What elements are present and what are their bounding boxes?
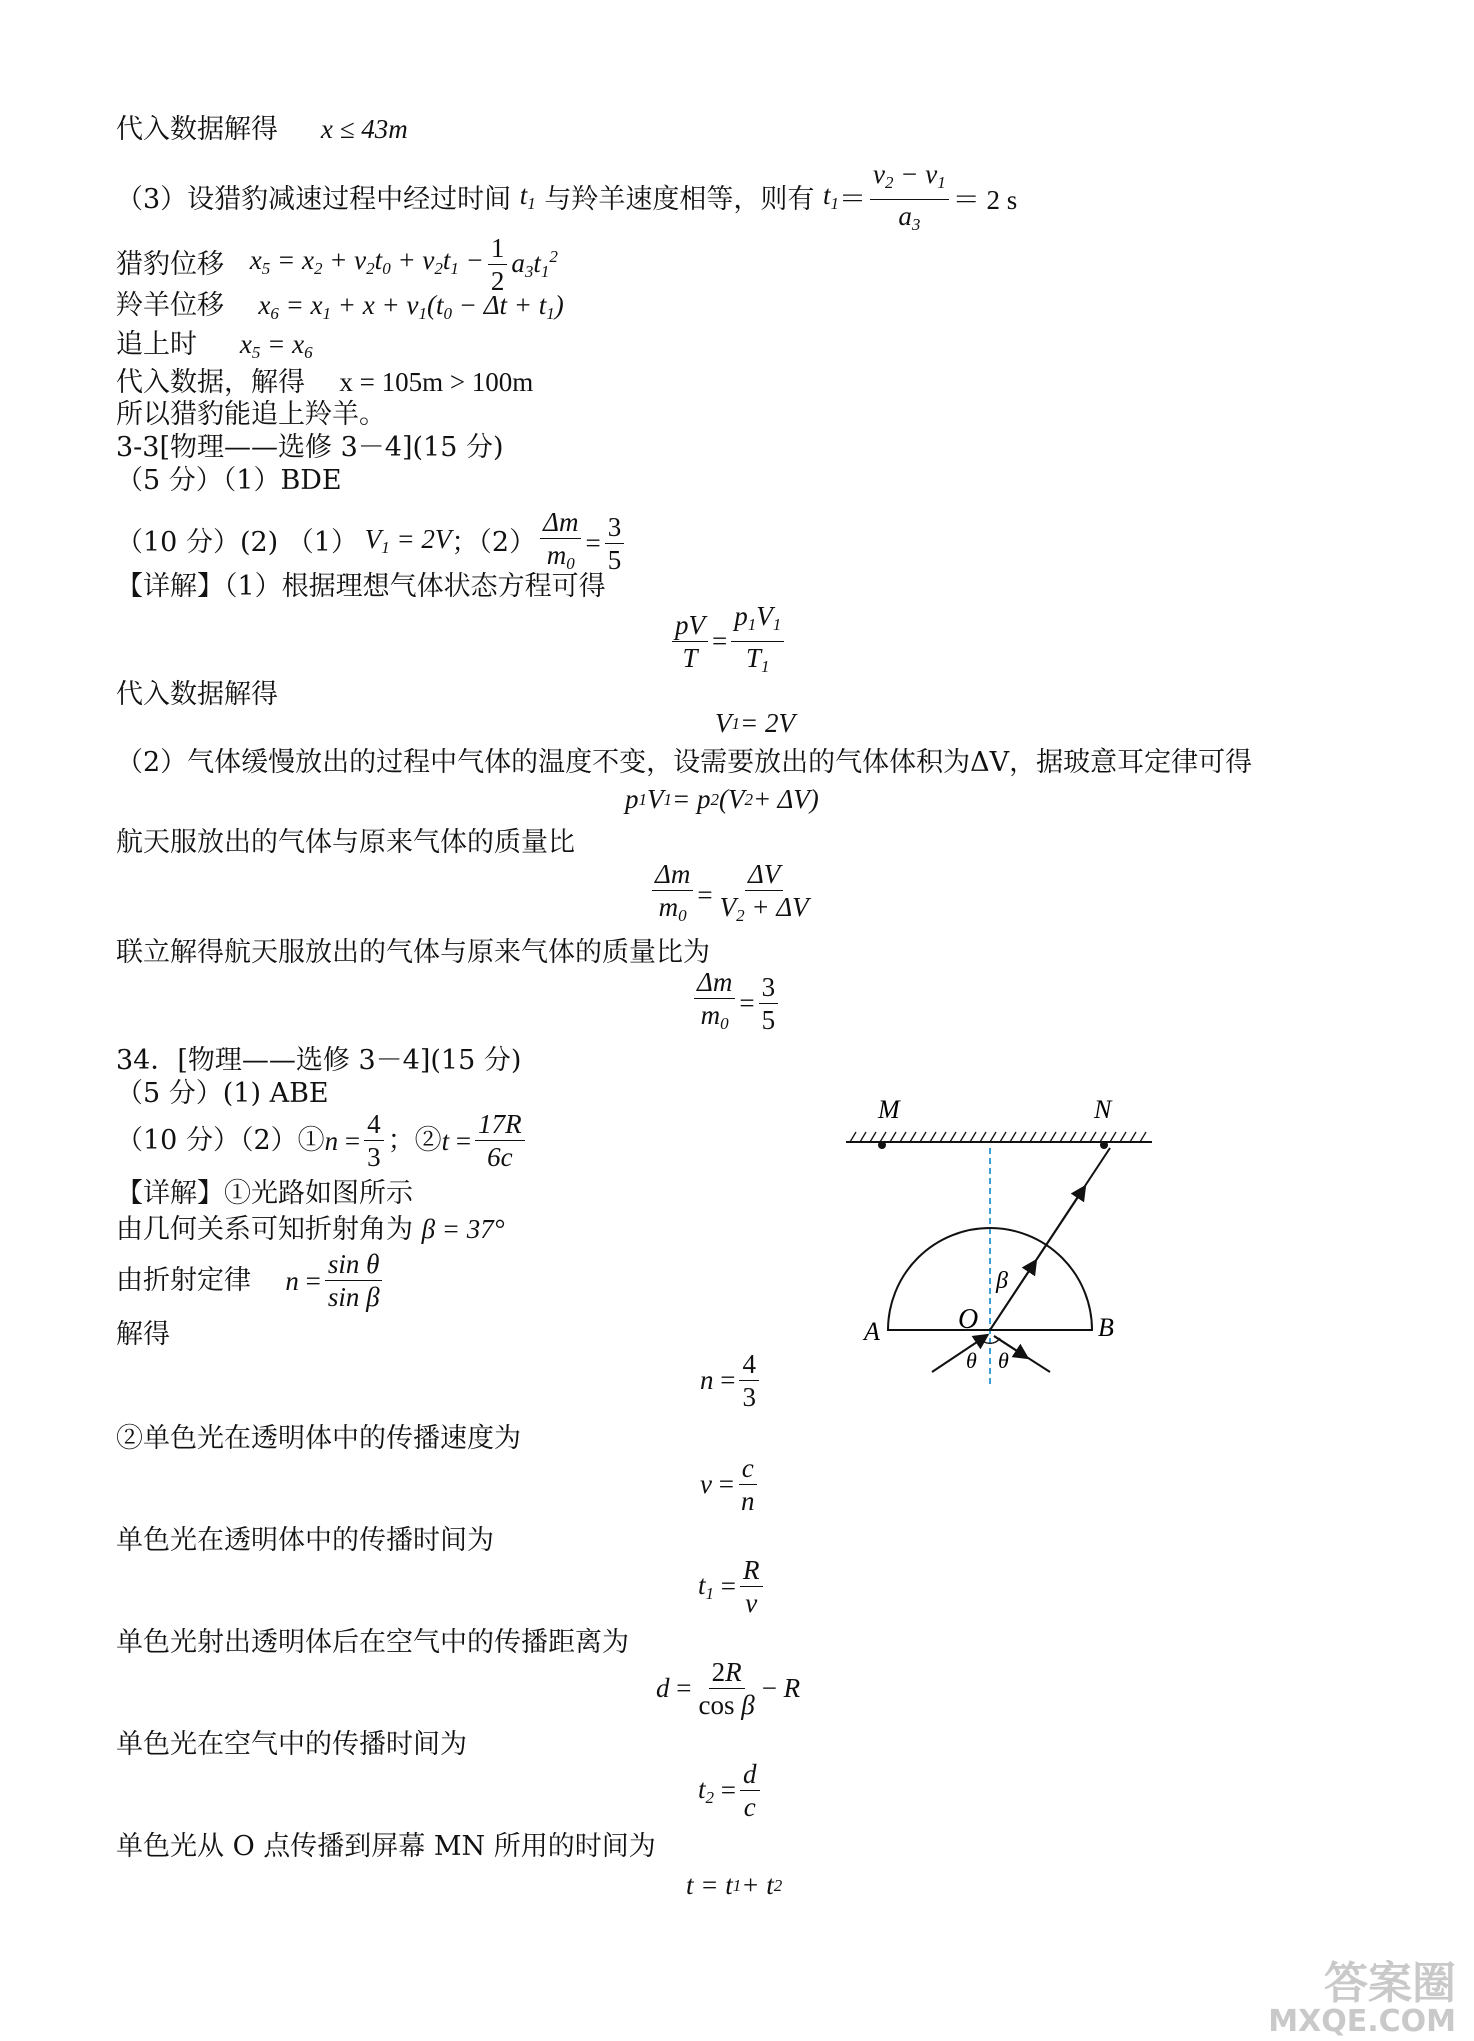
answer-line: （5 分）（1）BDE (116, 465, 342, 496)
math: x = 105m > 100m (339, 367, 534, 397)
equation: $\frac{pV}{T}$ = $\frac{p_1V_1}{T_1}$ (668, 600, 788, 683)
text-line: 单色光从 O 点传播到屏幕 MN 所用的时间为 (116, 1831, 656, 1862)
text: 代入数据，解得 (116, 367, 305, 398)
text-line: ②单色光在透明体中的传播速度为 (116, 1423, 521, 1454)
text-line: （3）设猎豹减速过程中经过时间 $t_1$ 与羚羊速度相等，则有 $t_1$ ＝ $\frac{v_2 - v_1}{a_3}$ ＝ 2 s (116, 158, 1017, 241)
math: ＝ 2 s (952, 184, 1018, 215)
text-line: 联立解得航天服放出的气体与原来气体的质量比为 (116, 937, 710, 968)
text: 代入数据解得 (116, 114, 278, 145)
math: β = 37° (421, 1214, 505, 1244)
equation: V 1 = 2V (715, 708, 795, 738)
text: 由折射定律 (116, 1264, 251, 1296)
text-line: 代入数据解得 (116, 679, 278, 710)
math: x ≤ 43m (320, 114, 408, 144)
answer-line: （10 分）(2) （1） $V_1 = 2V$ ；（2） $\frac{\Delta m}{m_0}$ = $\frac{3}{5}$ (116, 506, 628, 580)
text: （3）设猎豹减速过程中经过时间 (116, 183, 512, 215)
equation: n = $\frac{4}{3}$ (700, 1348, 763, 1413)
text-line: 追上时 $x_5 = x_6$ (116, 329, 313, 362)
section-title: 34．[物理——选修 3－4](15 分) (116, 1045, 522, 1076)
point-n (1100, 1141, 1108, 1149)
text-line: 猎豹位移 $x_5 = x_2 + v_2t_0 + v_2t_1$ − $\frac{1}{2}$ $a_3t_1^2$ (116, 233, 558, 296)
point-m (878, 1141, 886, 1149)
label-m: M (878, 1100, 900, 1124)
text: 追上时 (116, 329, 197, 360)
text: （10 分）(2) （1） (116, 527, 358, 558)
incident-ray (932, 1336, 986, 1372)
text-line: 【详解】（1）根据理想气体状态方程可得 (116, 571, 606, 602)
text: ；（2） (451, 527, 537, 558)
equation: v = $\frac{c}{n}$ (700, 1452, 761, 1517)
text-line (116, 112, 408, 147)
equation: $t_1$ = $\frac{R}{v}$ (698, 1554, 767, 1619)
text: 与羚羊速度相等，则有 (544, 183, 815, 215)
section-title: 3-3[物理——选修 3－4](15 分) (116, 432, 504, 463)
equation: p 1 V 1 = p 2 (V 2 + ΔV) (625, 784, 819, 814)
text: 羚羊位移 (116, 290, 224, 321)
label-n: N (1094, 1100, 1112, 1124)
text-line: 航天服放出的气体与原来气体的质量比 (116, 827, 575, 858)
watermark-logo: 答案圈 MXQE.COM (1268, 1958, 1456, 2039)
equation: $t_2$ = $\frac{d}{c}$ (698, 1758, 764, 1823)
text-line: 羚羊位移 $x_6 = x_1 + x + v_1(t_0 - \Delta t + t_1)$ (116, 290, 564, 323)
label-a: A (864, 1317, 880, 1346)
label-beta: β (996, 1268, 1008, 1294)
text-line: 解得 (116, 1319, 170, 1350)
optics-diagram (840, 1100, 1180, 1400)
text: （10 分）（2）① (116, 1124, 325, 1156)
text: ；② (387, 1124, 442, 1156)
text-line: 【详解】①光路如图所示 (116, 1178, 413, 1209)
text-line (116, 365, 533, 400)
answer-line: （10 分）（2）① n = $\frac{4}{3}$ ；② t = $\frac{17R}{6c}$ (116, 1108, 529, 1173)
equation: t = t 1 + t 2 (686, 1870, 783, 1900)
equation: $\frac{\Delta m}{m_0}$ = $\frac{\Delta V}{V_2 + \Delta V}$ (648, 858, 816, 932)
answer-line: （5 分）(1) ABE (116, 1078, 329, 1109)
label-theta-reflected: θ (998, 1348, 1009, 1373)
text-line (116, 1212, 505, 1247)
text-line: 单色光在空气中的传播时间为 (116, 1729, 467, 1760)
label-o: O (958, 1304, 979, 1335)
text-line: 单色光在透明体中的传播时间为 (116, 1525, 494, 1556)
text-line: 单色光射出透明体后在空气中的传播距离为 (116, 1627, 629, 1658)
text-line: 所以猎豹能追上羚羊。 (116, 399, 386, 430)
equation: d = $\frac{2R}{\text{cos β}}$ − R (656, 1657, 801, 1720)
equation: $\frac{\Delta m}{m_0}$ = $\frac{3}{5}$ (690, 966, 782, 1040)
text: 猎豹位移 (116, 248, 224, 280)
text: 由几何关系可知折射角为 (116, 1214, 413, 1245)
text-line: 由折射定律 n = $\frac{\text{sin θ}}{\text{sin β}}$ (116, 1248, 387, 1313)
screen-hatch (850, 1132, 1146, 1142)
label-b: B (1098, 1313, 1114, 1342)
fraction: $\frac{v_2 - v_1}{a_3}$ (870, 158, 949, 241)
text-line: （2）气体缓慢放出的过程中气体的温度不变，设需要放出的气体体积为ΔV，据玻意耳定律可得 (116, 747, 1253, 778)
label-theta-incident: θ (966, 1348, 977, 1373)
